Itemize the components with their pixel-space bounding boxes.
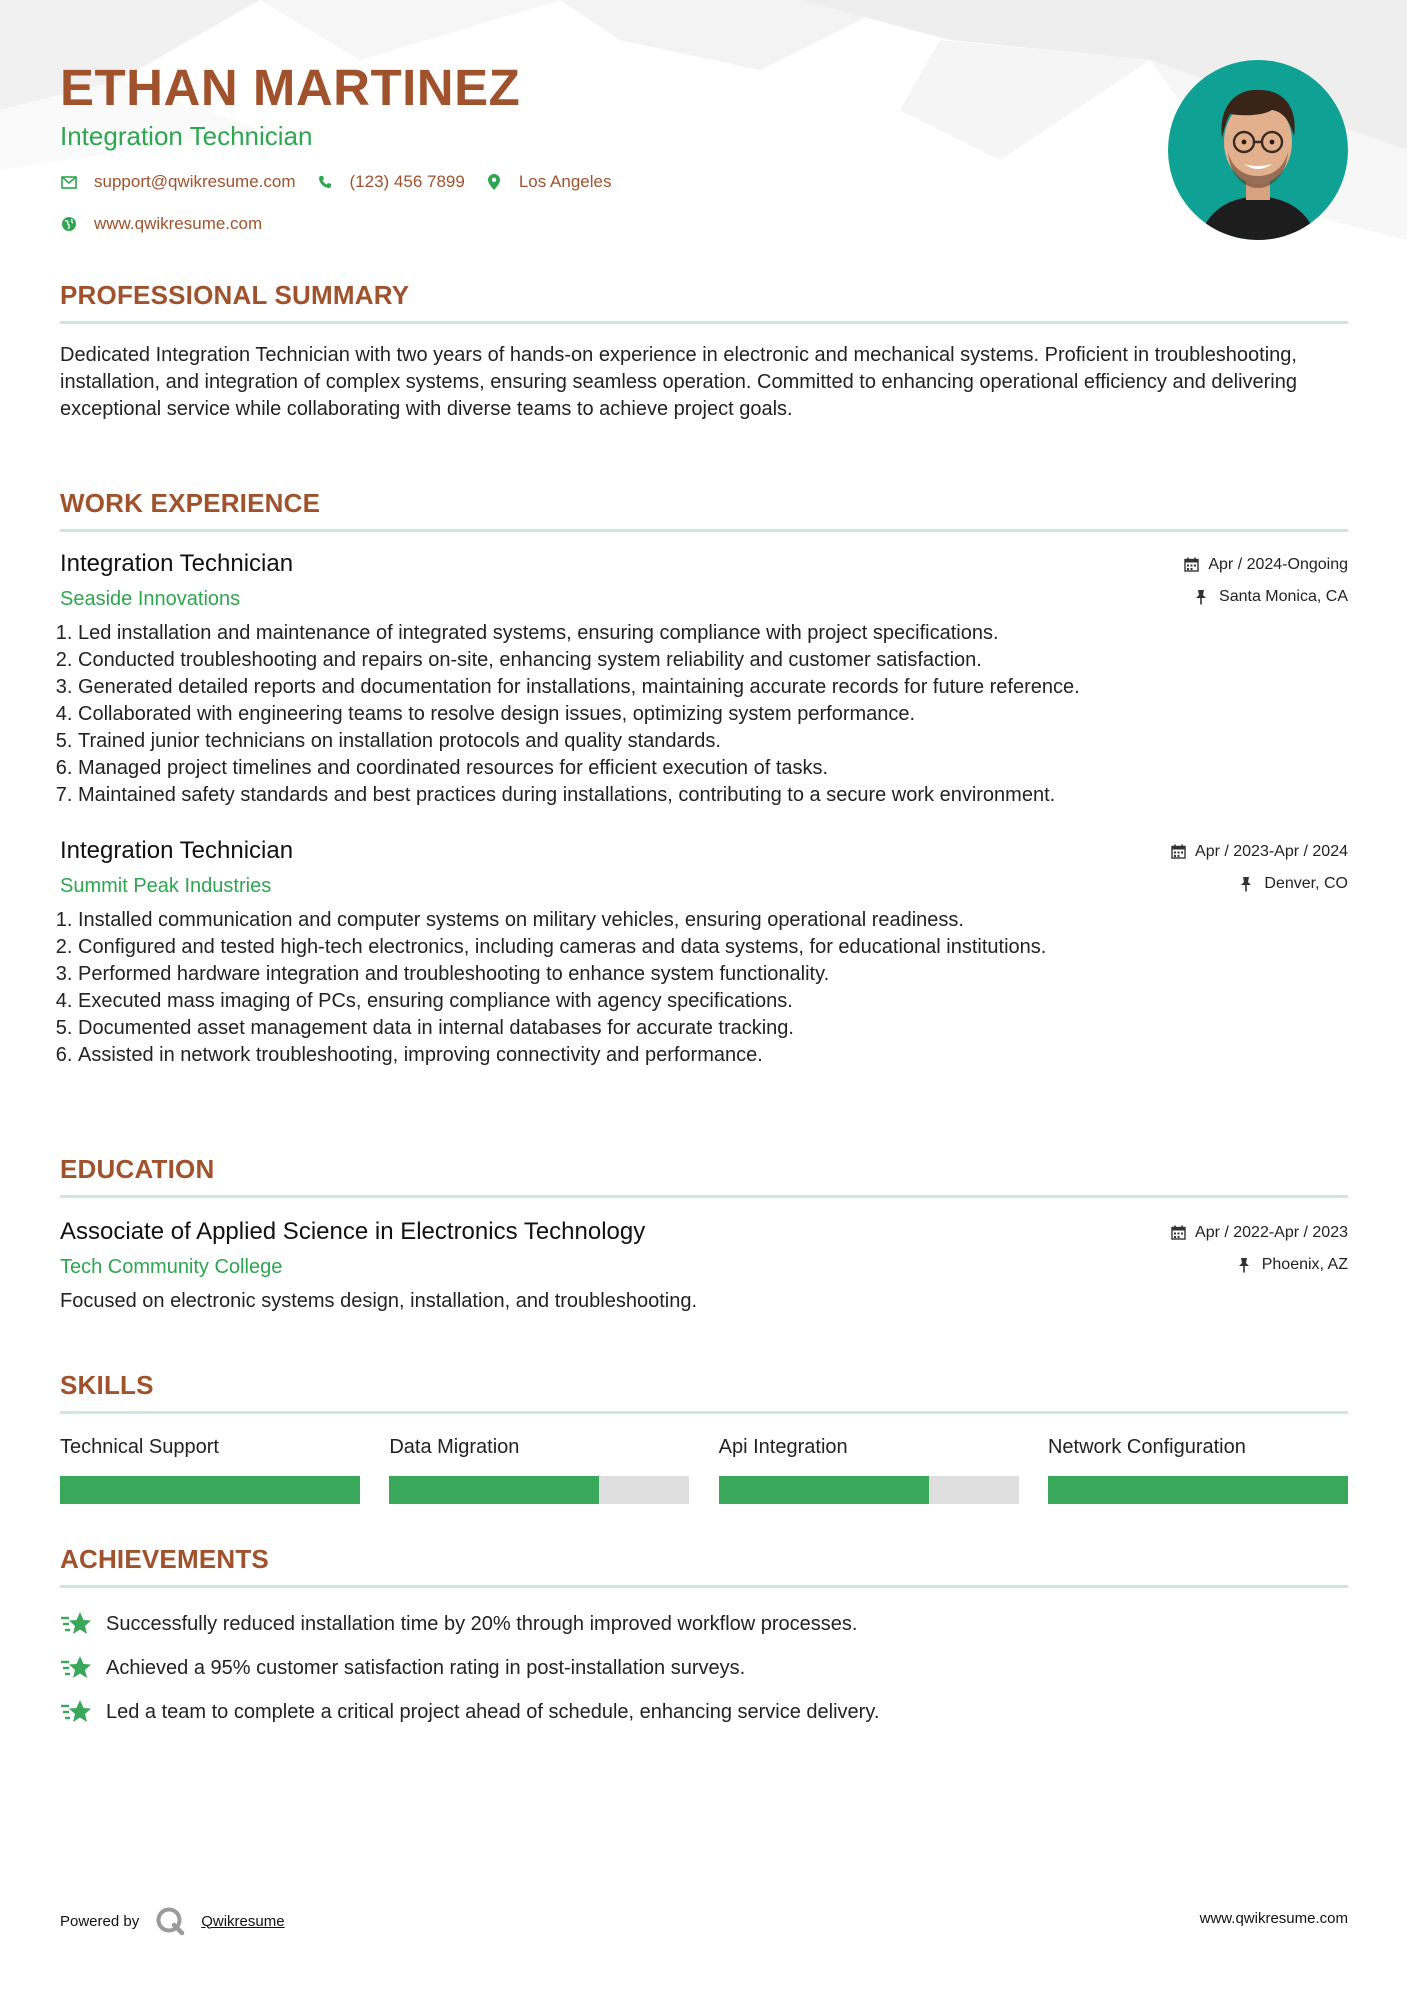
job-title: Integration Technician [60, 550, 294, 577]
bullet-item: 2. Conducted troubleshooting and repairs on-site, enhancing system reliability and customer satisfaction. [78, 647, 1348, 674]
skill-name: Data Migration [389, 1436, 520, 1458]
skill-bar-fill [389, 1476, 599, 1504]
bullet-item: 3. Generated detailed reports and documentation for installations, maintaining accurate records for future reference. [78, 674, 1348, 701]
education-section [60, 1154, 1348, 1315]
bullet-item: 6. Managed project timelines and coordinated resources for efficient execution of tasks. [78, 755, 1348, 782]
bullet-item: 3. Performed hardware integration and troubleshooting to enhance system functionality. [78, 961, 1348, 988]
education-location-text: Phoenix, AZ [1261, 1256, 1348, 1273]
achievement-item [60, 1646, 1348, 1690]
section-title: PROFESSIONAL SUMMARY [60, 280, 1348, 324]
bullet-item: 1. Led installation and maintenance of integrated systems, ensuring compliance with project specifications. [78, 620, 1348, 647]
pushpin-icon [1240, 876, 1256, 892]
candidate-name: ETHAN MARTINEZ [60, 59, 521, 116]
job-header [60, 550, 1348, 620]
envelope-icon [60, 173, 78, 191]
profile-photo [1168, 60, 1348, 240]
job-date [1184, 556, 1348, 574]
job-location [1195, 588, 1348, 606]
achievement-item [60, 1690, 1348, 1734]
achievements-section [60, 1544, 1348, 1734]
bullet-item: 2. Configured and tested high-tech electronics, including cameras and data systems, for educational institutions. [78, 934, 1348, 961]
job-bullets [60, 620, 1348, 809]
qwikresume-link[interactable]: Qwikresume [201, 1912, 285, 1930]
contact-location: Los Angeles [518, 172, 612, 191]
bullet-item: 1. Installed communication and computer systems on military vehicles, ensuring operational readiness. [78, 907, 1348, 934]
job-entry [60, 837, 1348, 1069]
job-date-text: Apr / 2024-Ongoing [1208, 556, 1348, 573]
powered-by [60, 1906, 285, 1936]
qwikresume-logo-icon [155, 1906, 185, 1936]
phone-icon [316, 173, 334, 191]
skill-name: Network Configuration [1047, 1436, 1246, 1458]
star-achievement-icon [60, 1654, 92, 1682]
education-description: Focused on electronic systems design, installation, and troubleshooting. [60, 1290, 698, 1312]
experience-section [60, 488, 1348, 1069]
job-entry [60, 550, 1348, 809]
skills-section [60, 1370, 1348, 1504]
skill-item [389, 1436, 689, 1504]
skill-bar-fill [1048, 1476, 1348, 1504]
skill-bar [1048, 1476, 1348, 1504]
bullet-item: 4. Collaborated with engineering teams to resolve design issues, optimizing system performance. [78, 701, 1348, 728]
job-title: Integration Technician [60, 837, 294, 864]
section-title: WORK EXPERIENCE [60, 488, 1348, 532]
achievement-text: Successfully reduced installation time by 20% through improved workflow processes. [106, 1612, 858, 1635]
bullet-item: 4. Executed mass imaging of PCs, ensuring compliance with agency specifications. [78, 988, 1348, 1015]
job-bullets [60, 907, 1348, 1069]
summary-text: Dedicated Integration Technician with two years of hands-on experience in electronic and mechanical systems. Proficient in troubleshooting, installation, and integration of complex systems, ensuring seamless operation. Committed to enhancing operational efficiency and delivering exceptional service while collaborating with diverse teams to achieve project goals. [60, 344, 1297, 420]
section-title: EDUCATION [60, 1154, 1348, 1198]
job-date-text: Apr / 2023-Apr / 2024 [1195, 843, 1348, 860]
job-location [1240, 875, 1348, 893]
school-name: Tech Community College [60, 1256, 283, 1278]
skill-bar-fill [719, 1476, 929, 1504]
job-company: Seaside Innovations [60, 588, 241, 610]
skills-list [60, 1436, 1348, 1504]
globe-icon [60, 215, 78, 233]
footer-url[interactable]: www.qwikresume.com [1199, 1910, 1348, 1927]
contact-email[interactable]: support@qwikresume.com [94, 172, 296, 191]
skill-item [719, 1436, 1019, 1504]
pushpin-icon [1195, 589, 1211, 605]
summary-section [60, 280, 1348, 423]
bullet-item: 5. Documented asset management data in internal databases for accurate tracking. [78, 1015, 1348, 1042]
contact-row-website [60, 214, 282, 234]
star-achievement-icon [60, 1698, 92, 1726]
calendar-icon [1184, 557, 1200, 573]
section-title: SKILLS [60, 1370, 1348, 1414]
job-company: Summit Peak Industries [60, 875, 272, 897]
achievement-text: Achieved a 95% customer satisfaction rating in post-installation surveys. [106, 1656, 746, 1679]
education-entry [60, 1218, 1348, 1315]
education-header [60, 1218, 1348, 1288]
achievement-text: Led a team to complete a critical project ahead of schedule, enhancing service delivery. [106, 1700, 880, 1723]
skill-item [1048, 1436, 1348, 1504]
education-date-text: Apr / 2022-Apr / 2023 [1195, 1224, 1348, 1241]
bullet-item: 5. Trained junior technicians on installation protocols and quality standards. [78, 728, 1348, 755]
bullet-item: 6. Assisted in network troubleshooting, improving connectivity and performance. [78, 1042, 1348, 1069]
skill-name: Technical Support [60, 1436, 219, 1458]
skill-name: Api Integration [718, 1436, 848, 1458]
skill-bar-fill [60, 1476, 360, 1504]
job-date [1171, 843, 1348, 861]
contact-phone[interactable]: (123) 456 7899 [349, 172, 465, 191]
job-header [60, 837, 1348, 907]
degree-title: Associate of Applied Science in Electronics Technology [60, 1218, 646, 1245]
skill-bar [389, 1476, 689, 1504]
calendar-icon [1171, 844, 1187, 860]
contact-row [60, 172, 631, 192]
job-location-text: Santa Monica, CA [1219, 588, 1348, 605]
education-date [1171, 1224, 1348, 1242]
education-location [1238, 1256, 1348, 1274]
pushpin-icon [1238, 1257, 1254, 1273]
bullet-item: 7. Maintained safety standards and best practices during installations, contributing to a secure work environment. [78, 782, 1348, 809]
job-location-text: Denver, CO [1264, 875, 1348, 892]
skill-bar [719, 1476, 1019, 1504]
contact-website[interactable]: www.qwikresume.com [94, 214, 263, 233]
achievement-item [60, 1602, 1348, 1646]
powered-by-label: Powered by [60, 1912, 140, 1930]
skill-item [60, 1436, 360, 1504]
location-pin-icon [485, 173, 503, 191]
skill-bar [60, 1476, 360, 1504]
star-achievement-icon [60, 1610, 92, 1638]
calendar-icon [1171, 1225, 1187, 1241]
achievements-list [60, 1602, 1348, 1734]
page-footer [60, 1900, 1348, 1940]
candidate-title: Integration Technician [60, 121, 313, 151]
section-title: ACHIEVEMENTS [60, 1544, 1348, 1588]
